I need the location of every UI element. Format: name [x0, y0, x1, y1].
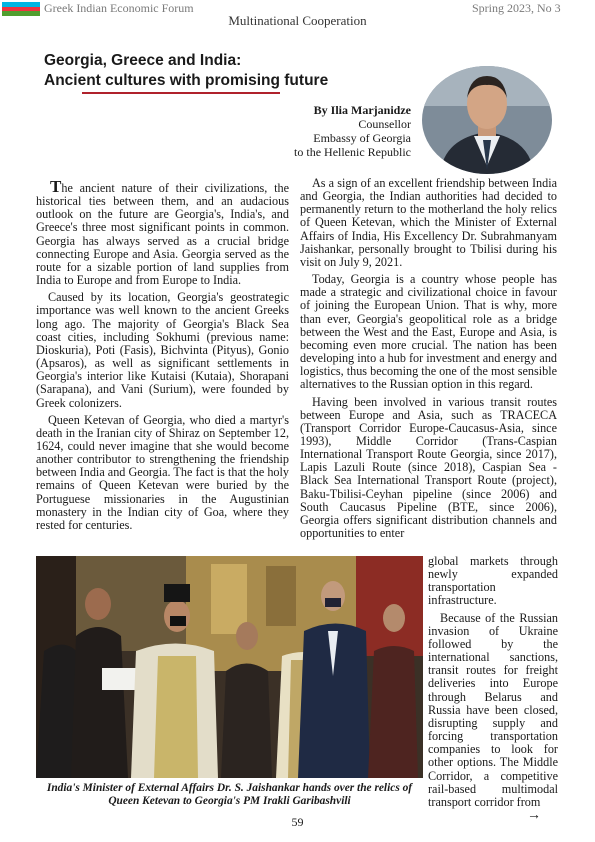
section-title: Multinational Cooperation	[228, 13, 367, 28]
photo-caption: India's Minister of External Affairs Dr. S. Jaishankar hands over the relics of Queen Ketevan to Georgia's PM Irakli Garibashvili	[46, 782, 413, 807]
article-column-1	[36, 177, 289, 536]
ceremony-photo	[36, 556, 423, 778]
author-role: Counsellor	[358, 117, 411, 131]
paragraph: he ancient nature of their civilizations, the historical ties between them, and an audacious outlook on the future are Georgia's, India's, and Greece's three most significant points in common. Georgia has always served as a crucial bridge connecting Europe and Asia. Georgia served as the route for a sizable portion of land supplies from India to Europe and from Europe to India.	[36, 181, 289, 288]
paragraph: Because of the Russian invasion of Ukraine followed by the international sanctions, transit routes for freight deliveries into Europe through Belarus and Russia have been closed, disrupting supply and forcing transportation companies to look for other options. The Middle Corridor, a competitive rail-based multimodal transport corridor from	[428, 610, 558, 809]
drop-cap: T	[50, 177, 62, 196]
paragraph: As a sign of an excellent friendship between India and Georgia, the Indian authorities had decided to permanently return to the motherland the holy relics of Queen Ketevan, which the Minister of External Affairs of India, His Excellency Dr. Subrahmanyam Jaishankar, personally brought to Tbilisi during his visit on July 9, 2021.	[300, 176, 557, 269]
title-line-1: Georgia, Greece and India:	[44, 52, 242, 69]
author-org-2: to the Hellenic Republic	[294, 145, 411, 159]
next-page-arrow-icon[interactable]: →	[527, 808, 541, 823]
title-underline	[82, 92, 280, 94]
article-column-3	[428, 555, 558, 813]
article-title	[44, 51, 334, 91]
author-name: By Ilia Marjanidze	[313, 103, 411, 117]
journal-name: Greek Indian Economic Forum	[44, 1, 194, 15]
paragraph: Caused by its location, Georgia's geostrategic importance was well known to the ancient Greeks long ago. The majority of Georgia's Black Sea coast cities, including Sokhumi (previous name: Dioskuria), Poti (Fasis), Bichvinta (Pityus), Gonio (Apsaros), as well as significant settlements in Georgia's interior like Kutaisi (Kutaia), Shorapani (Sarapana), and Vani (Surium), were founded by Greek colonizers.	[36, 290, 289, 410]
paragraph: global markets through newly expanded transportation infrastructure.	[428, 554, 558, 608]
paragraph: Having been involved in various transit routes between Europe and Asia, such as TRACECA (Transport Corridor Europe-Caucasus-Asia, since 1993), Middle Corridor (Trans-Caspian International Transport Route Georgia, since 2017), Lapis Lazuli Route (since 2018), Caspian Sea - Black Sea International Transport Route (project), Baku-Tbilisi-Ceyhan pipeline (since 2006) and South Caucasus Pipeline (BTE, since 2006), Georgia offers significant distribution channels and opportunities to enter	[300, 394, 557, 541]
title-line-2: Ancient cultures with promising future	[44, 72, 329, 89]
author-portrait	[422, 66, 552, 174]
page-number: 59	[291, 815, 304, 829]
ceremony-photo-image	[36, 556, 423, 778]
author-byline	[260, 103, 411, 159]
article-column-2	[300, 177, 557, 544]
author-portrait-image	[422, 66, 552, 174]
author-org-1: Embassy of Georgia	[313, 131, 411, 145]
issue-label: Spring 2023, No 3	[472, 1, 561, 15]
paragraph: Today, Georgia is a country whose people has made a strategic and civilizational choice in favour of joining the European Union. That is why, more than ever, Georgia's geopolitical role as a bridge between the West and the East, Europe and Asia, is becoming even more crucial. The nation has been developing into a hub for investment and energy and logistics, thus becoming the one of the most sensible alternatives to the Russian option in this regard.	[300, 272, 558, 392]
paragraph: Queen Ketevan of Georgia, who died a martyr's death in the Iranian city of Shiraz on September 12, 1624, could never imagine that she would become another contributor to strengthening the friendship between India and Georgia. The fact is that the holy remains of Queen Ketevan were buried by the Portuguese missionaries in the Augustinian monastery in the Indian city of Goa, where they rested for centuries.	[36, 412, 289, 532]
